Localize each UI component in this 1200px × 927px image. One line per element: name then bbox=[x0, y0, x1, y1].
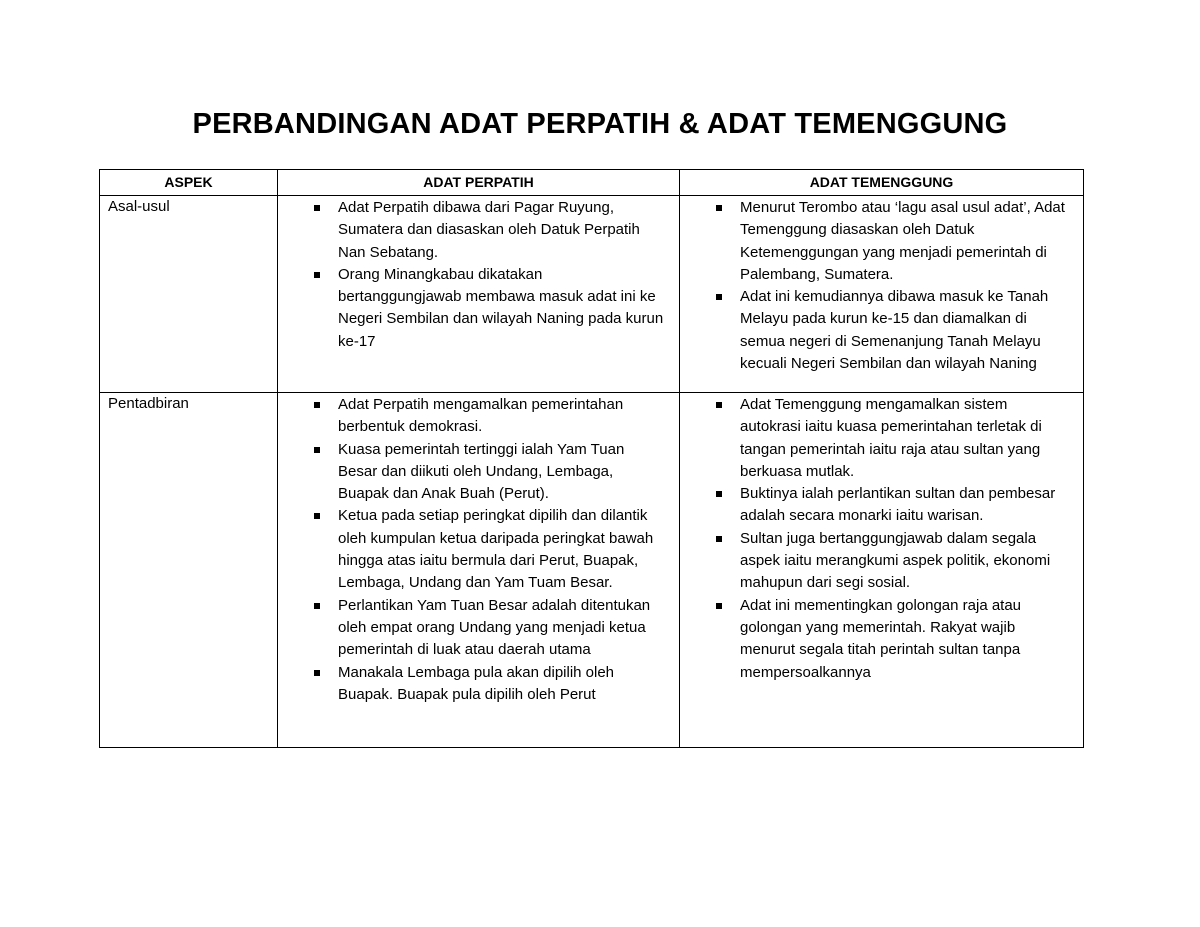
table-row bbox=[100, 393, 1084, 748]
list-item: Adat ini mementingkan golongan raja atau golongan yang memerintah. Rakyat wajib menurut segala titah perintah sultan tanpa mempersoalkannya bbox=[688, 595, 1075, 684]
header-adat-perpatih: ADAT PERPATIH bbox=[278, 170, 680, 196]
square-bullet-icon bbox=[716, 402, 722, 408]
square-bullet-icon bbox=[314, 205, 320, 211]
list-item: Kuasa pemerintah tertinggi ialah Yam Tuan Besar dan diikuti oleh Undang, Lembaga, Buapak dan Anak Buah (Perut). bbox=[286, 439, 671, 506]
list-item: Adat ini kemudiannya dibawa masuk ke Tanah Melayu pada kurun ke-15 dan diamalkan di semua negeri di Semenanjung Tanah Melayu kecuali Negeri Sembilan dan wilayah Naning bbox=[688, 286, 1075, 375]
square-bullet-icon bbox=[314, 272, 320, 278]
square-bullet-icon bbox=[716, 603, 722, 609]
bullet-list bbox=[286, 393, 671, 706]
comparison-table bbox=[99, 169, 1084, 748]
list-item: Orang Minangkabau dikatakan bertanggungjawab membawa masuk adat ini ke Negeri Sembilan dan wilayah Naning pada kurun ke-17 bbox=[286, 264, 671, 353]
bullet-list bbox=[688, 196, 1075, 375]
page-title: PERBANDINGAN ADAT PERPATIH & ADAT TEMENGGUNG bbox=[192, 108, 1008, 140]
list-item: Manakala Lembaga pula akan dipilih oleh Buapak. Buapak pula dipilih oleh Perut bbox=[286, 662, 671, 707]
square-bullet-icon bbox=[314, 603, 320, 609]
square-bullet-icon bbox=[716, 491, 722, 497]
square-bullet-icon bbox=[314, 513, 320, 519]
list-item: Menurut Terombo atau ‘lagu asal usul adat’, Adat Temenggung diasaskan oleh Datuk Ketemenggungan yang menjadi pemerintah di Palembang, Sumatera. bbox=[688, 197, 1075, 286]
aspek-cell: Asal-usul bbox=[100, 196, 278, 393]
square-bullet-icon bbox=[314, 447, 320, 453]
temenggung-cell bbox=[680, 393, 1084, 748]
table-header-row bbox=[100, 170, 1084, 196]
list-item: Perlantikan Yam Tuan Besar adalah ditentukan oleh empat orang Undang yang menjadi ketua pemerintah di luak atau daerah utama bbox=[286, 595, 671, 662]
table-row bbox=[100, 196, 1084, 393]
header-aspek: ASPEK bbox=[100, 170, 278, 196]
list-item: Sultan juga bertanggungjawab dalam segala aspek iaitu merangkumi aspek politik, ekonomi mahupun dari segi sosial. bbox=[688, 528, 1075, 595]
perpatih-cell bbox=[278, 196, 680, 393]
aspek-cell: Pentadbiran bbox=[100, 393, 278, 748]
list-item: Adat Perpatih mengamalkan pemerintahan berbentuk demokrasi. bbox=[286, 394, 671, 439]
bullet-list bbox=[688, 393, 1075, 684]
header-adat-temenggung: ADAT TEMENGGUNG bbox=[680, 170, 1084, 196]
perpatih-cell bbox=[278, 393, 680, 748]
bullet-list bbox=[286, 196, 671, 353]
square-bullet-icon bbox=[314, 670, 320, 676]
square-bullet-icon bbox=[716, 205, 722, 211]
square-bullet-icon bbox=[314, 402, 320, 408]
temenggung-cell bbox=[680, 196, 1084, 393]
list-item: Buktinya ialah perlantikan sultan dan pembesar adalah secara monarki iaitu warisan. bbox=[688, 483, 1075, 528]
square-bullet-icon bbox=[716, 536, 722, 542]
list-item: Adat Perpatih dibawa dari Pagar Ruyung, Sumatera dan diasaskan oleh Datuk Perpatih Nan Sebatang. bbox=[286, 197, 671, 264]
list-item: Adat Temenggung mengamalkan sistem autokrasi iaitu kuasa pemerintahan terletak di tangan pemerintah iaitu raja atau sultan yang berkuasa mutlak. bbox=[688, 394, 1075, 483]
square-bullet-icon bbox=[716, 294, 722, 300]
list-item: Ketua pada setiap peringkat dipilih dan dilantik oleh kumpulan ketua daripada peringkat bawah hingga atas iaitu bermula dari Perut, Buapak, Lembaga, Undang dan Yam Tuam Besar. bbox=[286, 505, 671, 594]
